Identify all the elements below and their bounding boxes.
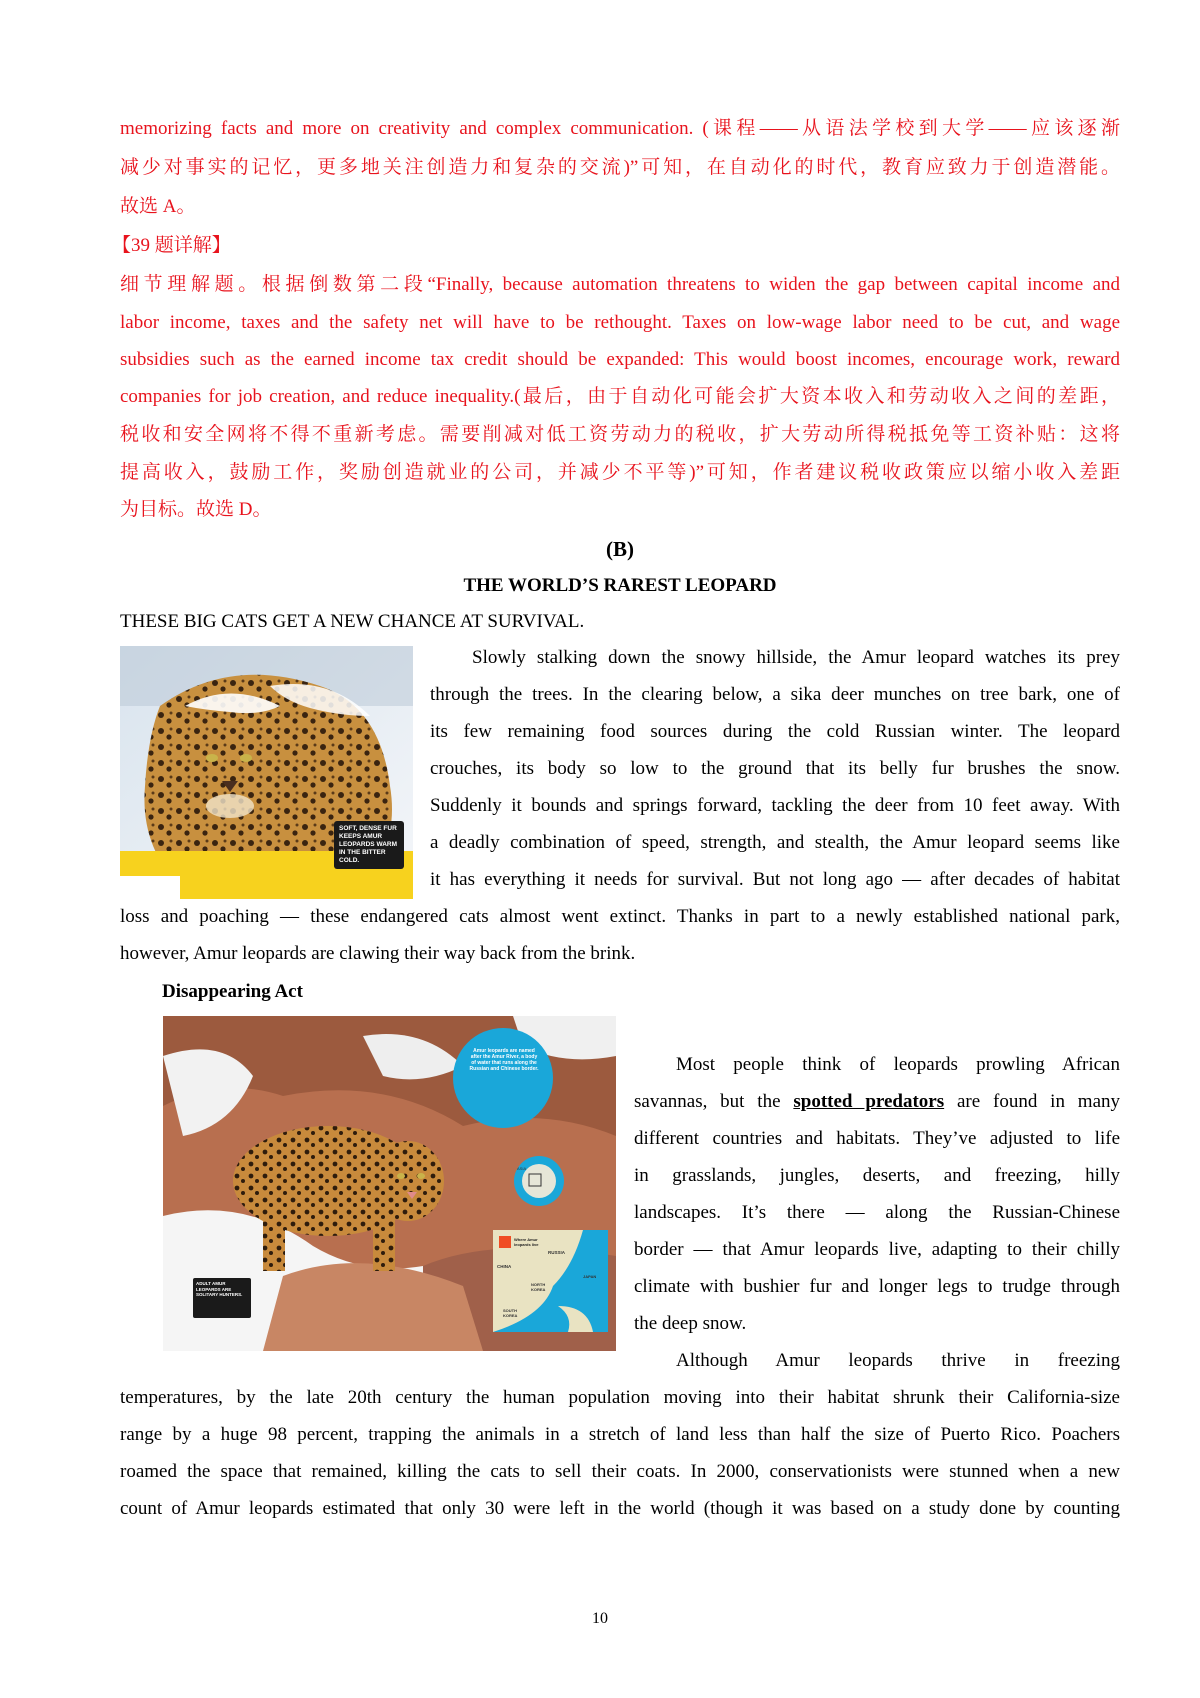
answer-38-line: memorizing facts and more on creativity and complex communication. (课程——从语法学校到大学——应该逐渐 xyxy=(120,118,1120,139)
para1-line: Suddenly it bounds and springs forward, tackling the deer from 10 feet away. With xyxy=(430,795,1120,816)
image2-corner-caption: ADULT AMUR LEOPARDS ARE SOLITARY HUNTERS. xyxy=(196,1281,243,1297)
para1-line: its few remaining food sources during the cold Russian winter. The leopard xyxy=(430,721,1120,742)
para3-line: count of Amur leopards estimated that only 30 were left in the world (though it was based on a study done by counting xyxy=(120,1498,1120,1519)
para2-line: border — that Amur leopards live, adapting to their chilly xyxy=(634,1239,1120,1260)
para2-line: climate with bushier fur and longer legs to trudge through xyxy=(634,1276,1120,1297)
section-label: (B) xyxy=(606,537,634,561)
para1-line: through the trees. In the clearing below, a sika deer munches on tree bark, one of xyxy=(430,684,1120,705)
leopard-snow-image xyxy=(120,646,413,899)
map-legend: Where Amur leopards live xyxy=(514,1237,539,1247)
answer-39-line: labor income, taxes and the safety net will have to be rethought. Taxes on low-wage labor need to be cut, and wage xyxy=(120,312,1120,333)
section-heading: Disappearing Act xyxy=(162,981,303,1002)
para1-line: however, Amur leopards are clawing their way back from the brink. xyxy=(120,943,636,964)
para3-line: Although Amur leopards thrive in freezing xyxy=(676,1350,1120,1371)
map-label-asia: ASIA xyxy=(517,1166,527,1171)
spotted-predators-phrase: spotted predators xyxy=(793,1091,945,1112)
image1-caption: SOFT, DENSE FUR KEEPS AMUR LEOPARDS WARM IN THE BITTER COLD. xyxy=(334,821,404,869)
para2-line: savannas, but the spotted predators are found in many xyxy=(634,1091,1121,1112)
page-number: 10 xyxy=(592,1610,608,1627)
para2-line: in grasslands, jungles, deserts, and freezing, hilly xyxy=(634,1165,1120,1186)
para3-line: range by a huge 98 percent, trapping the animals in a stretch of land less than half the size of Puerto Rico. Poachers xyxy=(120,1424,1120,1445)
article-title: THE WORLD’S RAREST LEOPARD xyxy=(463,575,777,596)
leopard-rocks-illustration xyxy=(163,1016,616,1351)
answer-39-line: subsidies such as the earned income tax credit should be expanded: This would boost incomes, encourage work, reward xyxy=(120,349,1120,370)
para2-line: landscapes. It’s there — along the Russian-Chinese xyxy=(634,1202,1120,1223)
answer-39-line: 税收和安全网将不得不重新考虑。需要削减对低工资劳动力的税收，扩大劳动所得税抵免等工资补贴：这将 xyxy=(120,424,1120,445)
para2-line: Most people think of leopards prowling African xyxy=(676,1054,1120,1075)
answer-38-line: 减少对事实的记忆，更多地关注创造力和复杂的交流)”可知，在自动化的时代，教育应致力于创造潜能。 xyxy=(120,157,1120,178)
image2-bubble-caption: Amur leopards are named after the Amur River, a body of water that runs along the Russian and Chinese border. xyxy=(469,1048,539,1072)
answer-39-heading: 【39 题详解】 xyxy=(112,235,231,256)
answer-38-line: 故选 A。 xyxy=(120,196,196,217)
para3-line: roamed the space that remained, killing the cats to sell their coats. In 2000, conservationists were stunned when a new xyxy=(120,1461,1120,1482)
para2-line: the deep snow. xyxy=(634,1313,747,1334)
para1-line: loss and poaching — these endangered cats almost went extinct. Thanks in part to a newly established national park, xyxy=(120,906,1120,927)
leopard-rocks-image xyxy=(163,1016,616,1351)
map-label-japan: JAPAN xyxy=(583,1274,597,1279)
para3-line: temperatures, by the late 20th century the human population moving into their habitat shrunk their California-size xyxy=(120,1387,1120,1408)
para2-line: different countries and habitats. They’ve adjusted to life xyxy=(634,1128,1120,1149)
answer-39-line: 为目标。故选 D。 xyxy=(120,499,272,520)
map-label-south-korea: SOUTH KOREA xyxy=(503,1308,518,1318)
answer-39-line: companies for job creation, and reduce inequality.(最后，由于自动化可能会扩大资本收入和劳动收入之间的差距， xyxy=(120,386,1120,407)
para1-line: it has everything it needs for survival. But not long ago — after decades of habitat xyxy=(430,869,1120,890)
map-label-china: CHINA xyxy=(497,1264,512,1269)
map-label-russia: RUSSIA xyxy=(548,1250,566,1255)
answer-39-line: 提高收入，鼓励工作，奖励创造就业的公司，并减少不平等)”可知，作者建议税收政策应以缩小收入差距 xyxy=(120,462,1120,483)
para1-line: Slowly stalking down the snowy hillside, the Amur leopard watches its prey xyxy=(472,647,1120,668)
para1-line: crouches, its body so low to the ground that its belly fur brushes the snow. xyxy=(430,758,1120,779)
para1-line: a deadly combination of speed, strength, and stealth, the Amur leopard seems like xyxy=(430,832,1120,853)
map-label-north-korea: NORTH KOREA xyxy=(531,1282,546,1292)
article-subtitle: THESE BIG CATS GET A NEW CHANCE AT SURVIVAL. xyxy=(120,611,585,632)
answer-39-line: 细节理解题。根据倒数第二段“Finally, because automation threatens to widen the gap between capital income and xyxy=(120,274,1120,295)
